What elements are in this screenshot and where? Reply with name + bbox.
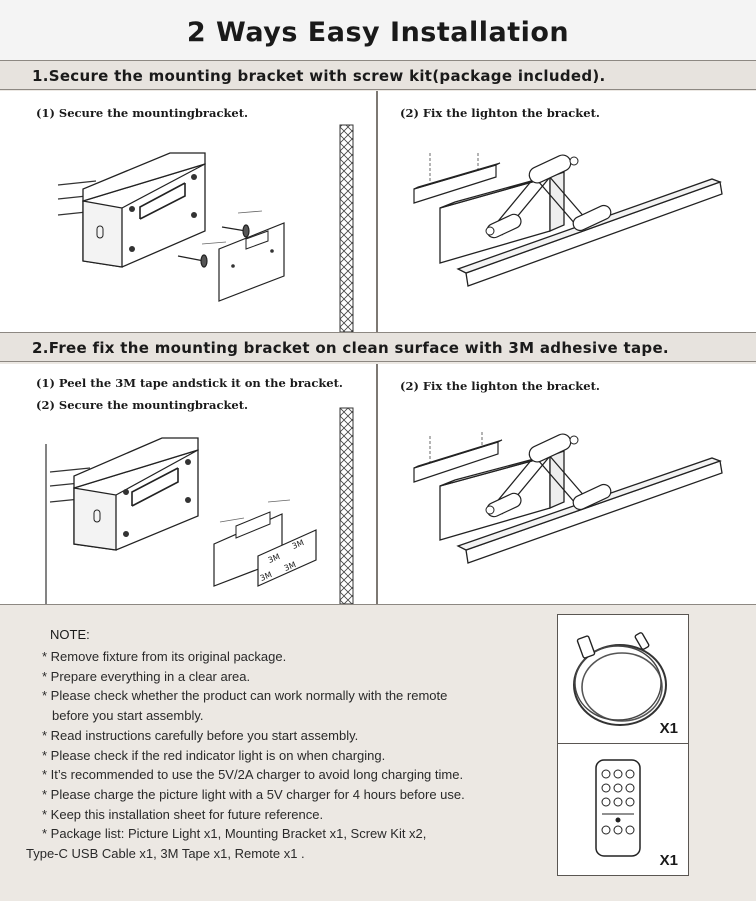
section-2-right-caption: (2) Fix the lighton the bracket. xyxy=(400,379,600,393)
section-1-heading: 1.Secure the mounting bracket with screw kit(package included). xyxy=(0,60,756,90)
page-title: 2 Ways Easy Installation xyxy=(0,0,756,62)
note-item: before you start assembly. xyxy=(52,708,204,724)
section-1-left-panel xyxy=(0,91,376,332)
section-2-left-panel xyxy=(0,364,376,604)
notes-heading: NOTE: xyxy=(50,627,90,642)
tape-label: 3M xyxy=(282,560,298,573)
tape-label: 3M xyxy=(266,552,282,565)
note-item: * It’s recommended to use the 5V/2A charger to avoid long charging time. xyxy=(42,767,464,783)
section-2-left-caption-1: (1) Peel the 3M tape andstick it on the bracket. xyxy=(36,376,343,390)
note-item: * Please check if the red indicator light is on when charging. xyxy=(42,747,386,763)
section-1-right-panel xyxy=(378,91,756,332)
wall-strip xyxy=(340,125,353,332)
remote-quantity: X1 xyxy=(659,852,678,869)
note-item: * Remove fixture from its original package. xyxy=(42,649,287,664)
section-1-left-caption: (1) Secure the mountingbracket. xyxy=(36,106,249,120)
tape-label: 3M xyxy=(290,538,306,551)
section-2-heading: 2.Free fix the mounting bracket on clean surface with 3M adhesive tape. xyxy=(0,332,756,362)
note-item: * Prepare everything in a clear area. xyxy=(42,668,251,684)
cable-quantity: X1 xyxy=(659,720,678,737)
screw-bracket-illustration xyxy=(0,91,376,332)
section-2-left-caption-2: (2) Secure the mountingbracket. xyxy=(36,398,249,412)
package-remote-box xyxy=(557,743,689,876)
note-item: * Please charge the picture light with a 5V charger for 4 hours before use. xyxy=(42,786,465,802)
notes-list xyxy=(26,647,465,864)
note-item: * Read instructions carefully before you start assembly. xyxy=(42,727,359,743)
note-item: * Package list: Picture Light x1, Mounting Bracket x1, Screw Kit x2, xyxy=(42,826,427,842)
tape-bracket-illustration xyxy=(0,364,376,604)
note-item: * Please check whether the product can work normally with the remote xyxy=(42,688,448,704)
section-2-right-panel xyxy=(378,364,756,604)
note-item: * Keep this installation sheet for future reference. xyxy=(42,806,324,822)
light-on-bracket-illustration xyxy=(378,91,756,332)
package-cable-box xyxy=(557,614,689,744)
wall-strip xyxy=(340,408,353,604)
tape-label: 3M xyxy=(258,570,274,583)
section-1-right-caption: (2) Fix the lighton the bracket. xyxy=(400,106,600,120)
note-item: Type-C USB Cable x1, 3M Tape x1, Remote x1 . xyxy=(26,846,305,862)
light-on-bracket-illustration xyxy=(378,364,756,604)
